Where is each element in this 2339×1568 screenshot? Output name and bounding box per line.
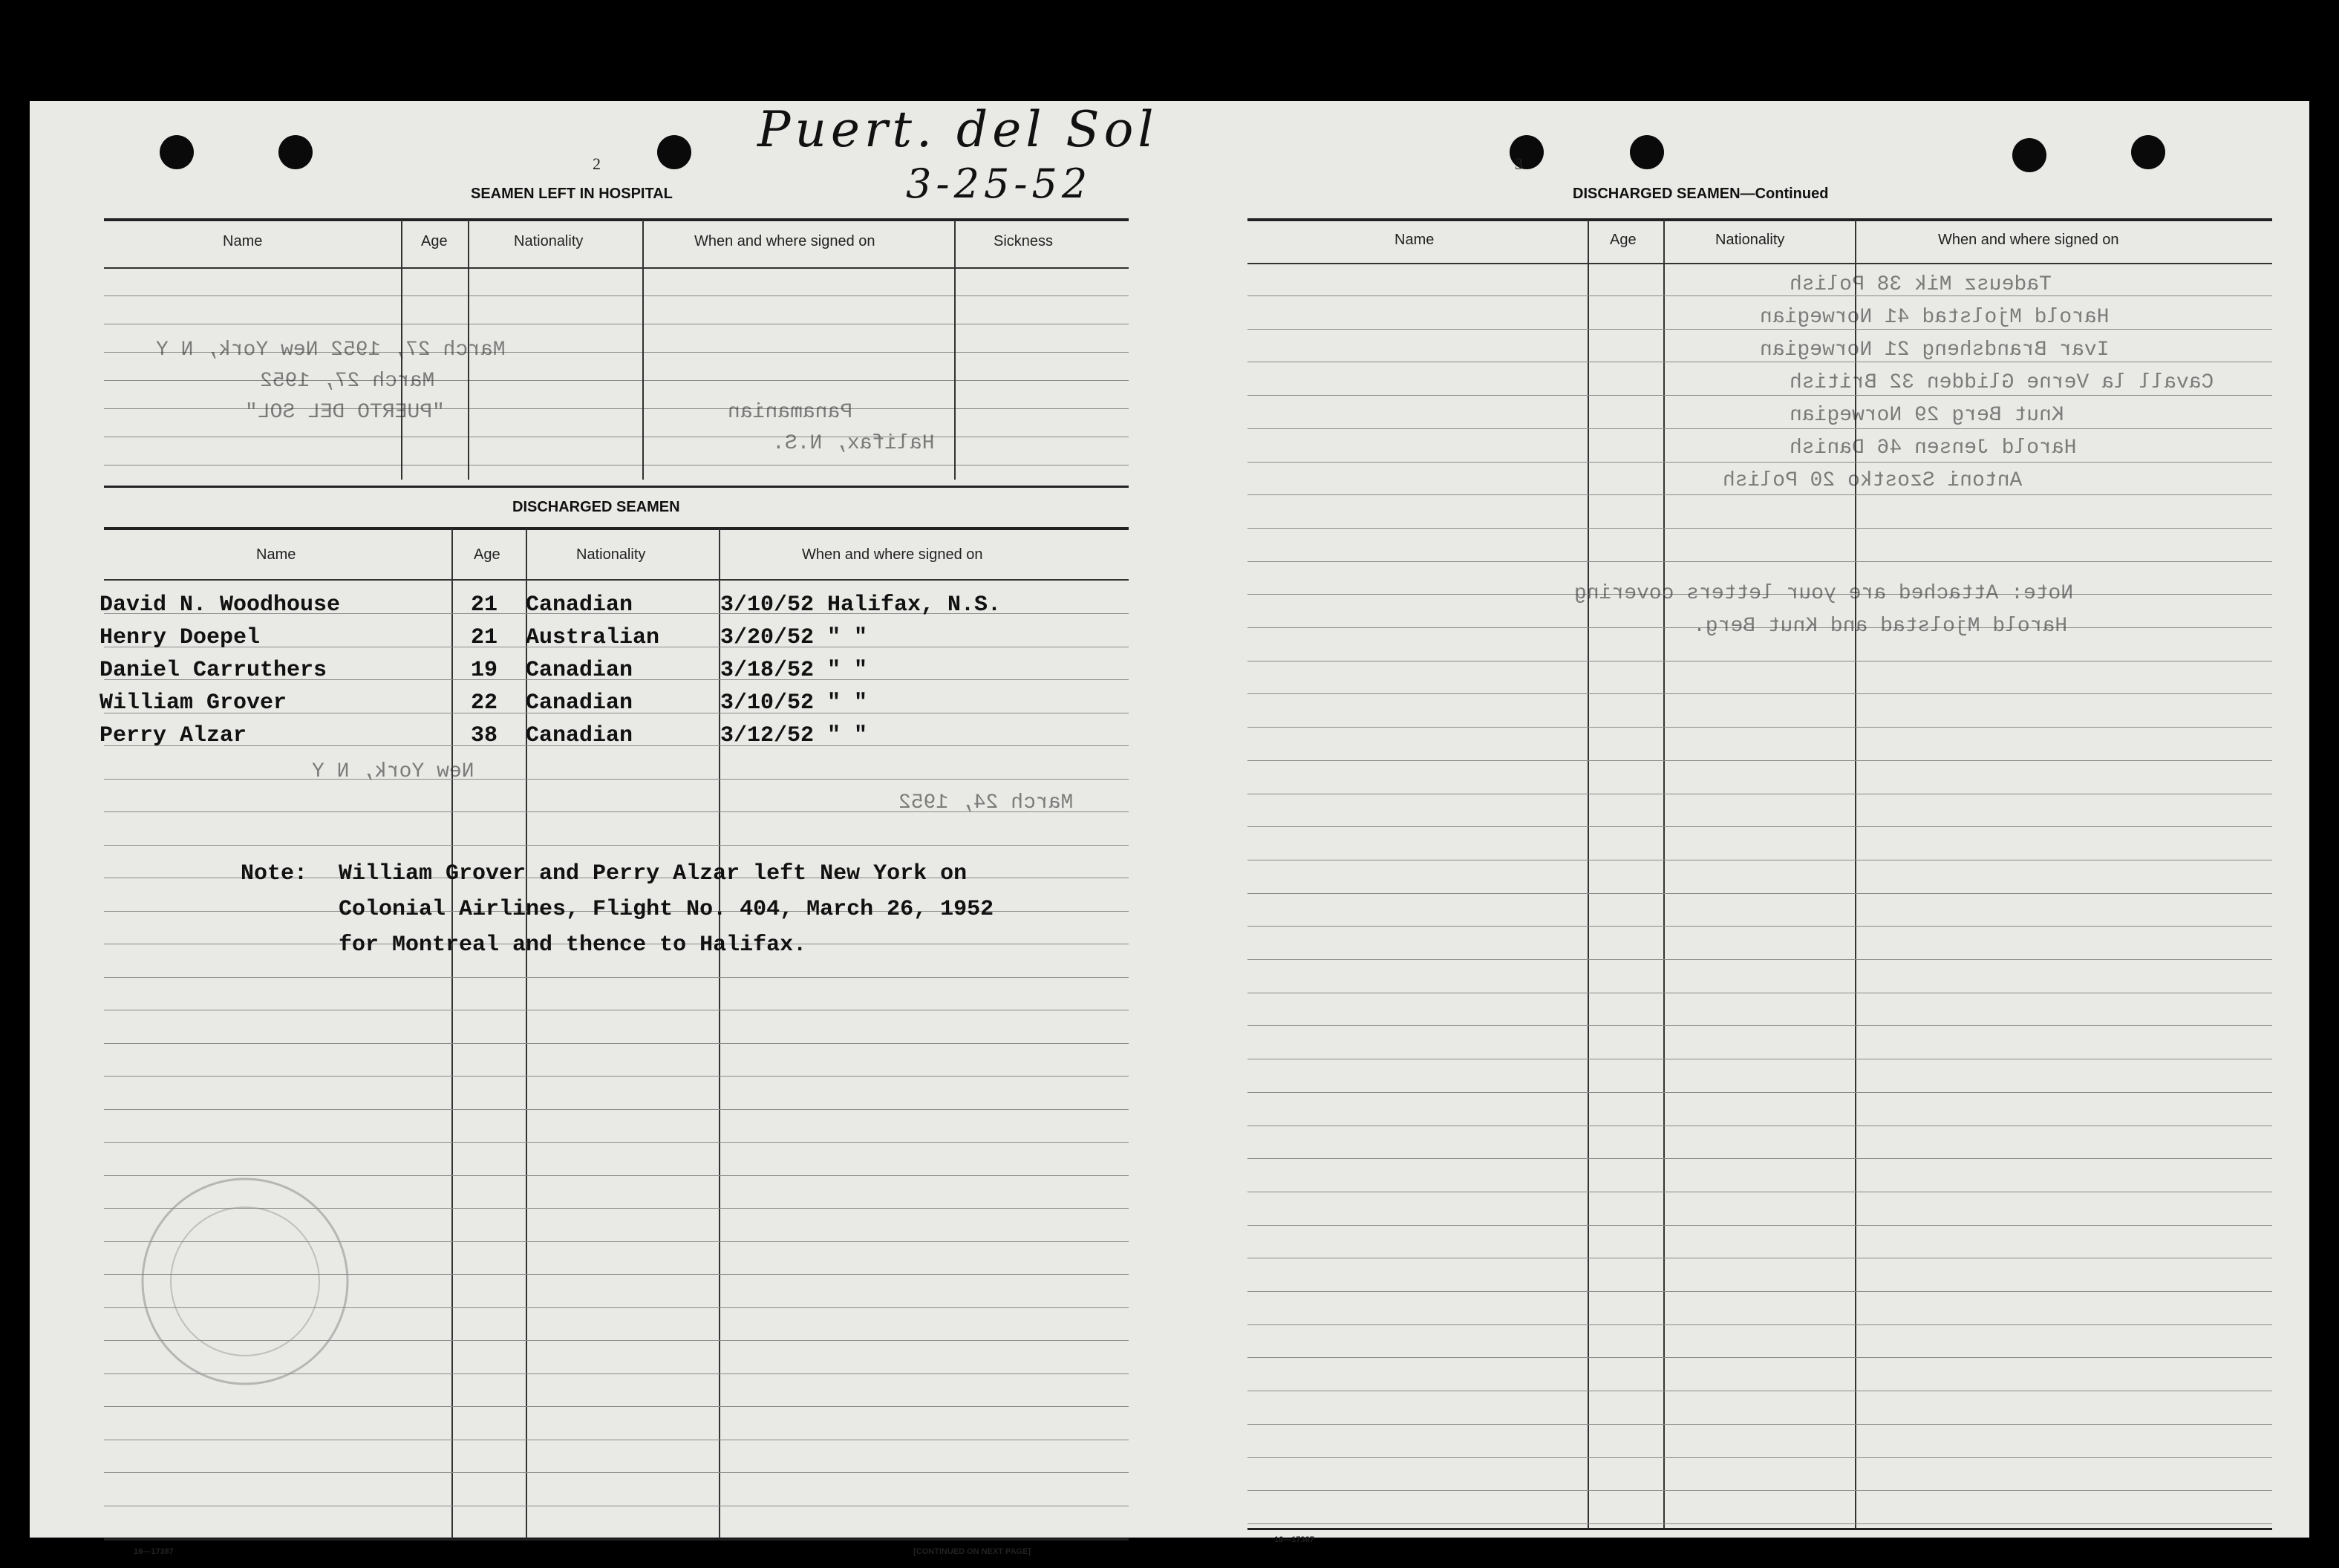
seaman-age: 19	[471, 658, 498, 683]
header-nationality: Nationality	[576, 546, 646, 563]
seaman-name: David N. Woodhouse	[100, 592, 341, 618]
note-line: Colonial Airlines, Flight No. 404, March 26, 1952	[339, 897, 994, 922]
header-signed-on: When and where signed on	[802, 546, 983, 563]
header-sickness: Sickness	[994, 233, 1054, 249]
rule	[104, 1406, 1129, 1407]
punch-hole	[657, 135, 691, 169]
rule	[1247, 218, 2272, 221]
rule	[104, 811, 1129, 812]
handwritten-ship-name: Puert. del Sol	[757, 101, 1158, 158]
header-nationality: Nationality	[514, 233, 584, 249]
rule	[1247, 462, 2272, 463]
rule	[1247, 926, 2272, 927]
punch-hole	[2131, 135, 2165, 169]
seaman-name: Daniel Carruthers	[100, 658, 327, 683]
seaman-nationality: Canadian	[526, 592, 633, 618]
punch-hole	[1630, 135, 1664, 169]
bleed-through-text: Antoni Szostko 20 Polish	[1723, 469, 2023, 492]
bleed-through-text: Ivar Brandsheng 21 Norwegian	[1760, 339, 2110, 362]
bleed-through-text: Note: Attached are your letters covering	[1574, 582, 2074, 605]
seaman-name: William Grover	[100, 690, 287, 716]
column-divider	[1663, 220, 1665, 1528]
handwritten-date: 3-25-52	[906, 160, 1092, 207]
seaman-nationality: Australian	[526, 625, 660, 650]
rule	[1247, 528, 2272, 529]
discharged-section-title: DISCHARGED SEAMEN	[512, 499, 680, 515]
header-nationality: Nationality	[1715, 232, 1785, 248]
document-sheet	[30, 101, 2309, 1556]
rule	[104, 295, 1129, 296]
rule	[1247, 1523, 2272, 1524]
header-name: Name	[223, 233, 263, 249]
rule	[104, 579, 1129, 581]
column-divider	[1588, 220, 1589, 1528]
punch-hole	[2012, 138, 2046, 172]
punch-hole	[278, 135, 313, 169]
rule	[104, 779, 1129, 780]
rule	[104, 527, 1129, 530]
seaman-age: 22	[471, 690, 498, 716]
bleed-through-text: Harold Mjolstad and Knut Berg.	[1693, 615, 2068, 638]
seaman-nationality: Canadian	[526, 723, 633, 748]
rule	[1247, 1490, 2272, 1491]
rule	[1247, 395, 2272, 396]
seaman-nationality: Canadian	[526, 690, 633, 716]
rule	[104, 1076, 1129, 1077]
seaman-age: 38	[471, 723, 498, 748]
rule	[104, 267, 1129, 269]
bleed-through-text: Cavall la Verne Glidden 32 British	[1790, 371, 2214, 394]
rule	[104, 380, 1129, 381]
rule	[1247, 959, 2272, 960]
discharged-continued-title: DISCHARGED SEAMEN—Continued	[1573, 186, 1829, 202]
rule	[1247, 893, 2272, 894]
column-divider	[642, 220, 644, 480]
hospital-section-title: SEAMEN LEFT IN HOSPITAL	[471, 186, 673, 202]
column-divider	[954, 220, 956, 480]
bleed-through-text: New York, N Y	[312, 760, 474, 783]
header-age: Age	[474, 546, 500, 563]
rule	[104, 486, 1129, 488]
rule	[1247, 263, 2272, 264]
note-line: for Montreal and thence to Halifax.	[339, 932, 807, 958]
rule	[1247, 295, 2272, 296]
rule	[1247, 1357, 2272, 1358]
bleed-through-text: March 27, 1952	[260, 370, 435, 393]
rule	[1247, 494, 2272, 495]
header-signed-on: When and where signed on	[694, 233, 875, 249]
note-line: William Grover and Perry Alzar left New York on	[339, 861, 968, 886]
rule	[104, 465, 1129, 466]
rule	[1247, 1291, 2272, 1292]
rule	[104, 977, 1129, 978]
rule	[1247, 1158, 2272, 1159]
header-name: Name	[1394, 232, 1435, 248]
header-age: Age	[421, 233, 448, 249]
rule	[1247, 1025, 2272, 1026]
rule	[1247, 661, 2272, 662]
rule	[104, 218, 1129, 221]
header-signed-on: When and where signed on	[1938, 232, 2119, 248]
rule	[1247, 428, 2272, 429]
punch-hole	[160, 135, 194, 169]
rule	[1247, 1092, 2272, 1093]
continued-note: [CONTINUED ON NEXT PAGE]	[913, 1547, 1031, 1556]
page-number-right: 3	[1515, 154, 1523, 173]
bleed-through-text: Halifax, N.S.	[772, 432, 935, 455]
seaman-age: 21	[471, 592, 498, 618]
rule	[1247, 1424, 2272, 1425]
bleed-through-text: "PUERTO DEL SOL"	[245, 401, 445, 424]
rule	[104, 1538, 1129, 1541]
rule	[104, 845, 1129, 846]
seaman-signed-on: 3/10/52 " "	[720, 690, 868, 716]
rule	[104, 1472, 1129, 1473]
column-divider	[451, 529, 453, 1538]
faded-stamp	[134, 1170, 356, 1393]
seaman-nationality: Canadian	[526, 658, 633, 683]
header-age: Age	[1610, 232, 1637, 248]
rule	[1247, 826, 2272, 827]
seaman-signed-on: 3/18/52 " "	[720, 658, 868, 683]
form-number: 16—17387	[1274, 1535, 1314, 1544]
seaman-age: 21	[471, 625, 498, 650]
bleed-through-text: Tadeusz Mik 38 Polish	[1790, 273, 2052, 296]
bleed-through-text: Harold Jensen 46 Danish	[1790, 437, 2077, 460]
rule	[104, 1142, 1129, 1143]
rule	[104, 1109, 1129, 1110]
bleed-through-text: Panamanian	[728, 401, 853, 424]
seaman-signed-on: 3/12/52 " "	[720, 723, 868, 748]
bleed-through-text: Knut Berg 29 Norwegian	[1790, 404, 2064, 427]
form-number: 16—17387	[134, 1547, 174, 1556]
seaman-name: Perry Alzar	[100, 723, 247, 748]
seaman-signed-on: 3/10/52 Halifax, N.S.	[720, 592, 1002, 618]
header-name: Name	[256, 546, 296, 563]
rule	[1247, 561, 2272, 562]
page-number-left: 2	[593, 154, 601, 173]
rule	[1247, 760, 2272, 761]
bleed-through-text: March 27, 1952 New York, N Y	[156, 339, 506, 362]
rule	[104, 1043, 1129, 1044]
seaman-signed-on: 3/20/52 " "	[720, 625, 868, 650]
bleed-through-text: Harold Mjolstad 41 Norwegian	[1760, 306, 2110, 329]
bleed-through-text: March 24, 1952	[898, 791, 1074, 814]
note-label: Note:	[241, 861, 308, 886]
rule	[1247, 693, 2272, 694]
rule	[1247, 727, 2272, 728]
rule	[1247, 1225, 2272, 1226]
rule	[1247, 1457, 2272, 1458]
seaman-name: Henry Doepel	[100, 625, 261, 650]
rule	[1247, 1324, 2272, 1325]
rule	[1247, 1528, 2272, 1530]
